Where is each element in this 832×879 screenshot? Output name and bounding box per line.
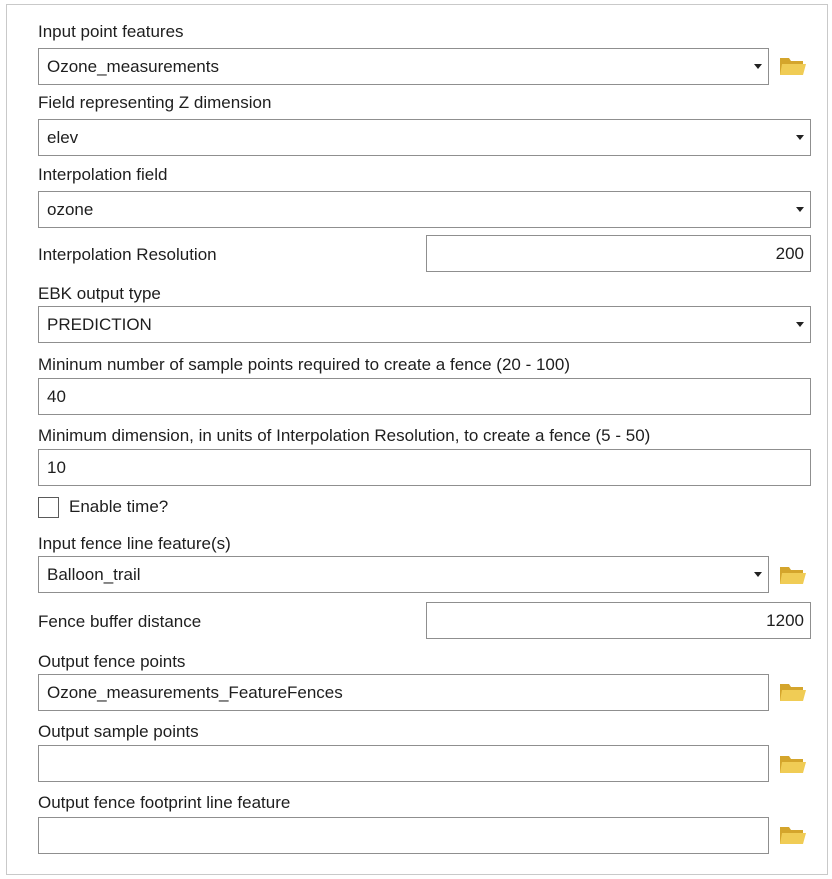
interpolation-resolution-label: Interpolation Resolution xyxy=(38,245,217,264)
ebk-output-type-dropdown[interactable] xyxy=(38,306,811,343)
min-sample-points-input[interactable] xyxy=(38,378,811,415)
input-point-features-dropdown[interactable] xyxy=(38,48,769,85)
output-sample-points-label: Output sample points xyxy=(38,722,199,741)
input-point-features-label: Input point features xyxy=(38,22,184,41)
chevron-down-icon xyxy=(796,322,804,327)
folder-icon[interactable] xyxy=(779,55,807,77)
interpolation-field-dropdown[interactable] xyxy=(38,191,811,228)
input-fence-lines-label: Input fence line feature(s) xyxy=(38,534,231,553)
folder-icon[interactable] xyxy=(779,824,807,846)
min-sample-points-value: 40 xyxy=(47,387,66,406)
input-fence-lines-value: Balloon_trail xyxy=(47,565,141,584)
output-fence-footprint-input[interactable] xyxy=(38,817,769,854)
min-dimension-label: Minimum dimension, in units of Interpolation Resolution, to create a fence (5 - 50) xyxy=(38,426,651,445)
folder-icon[interactable] xyxy=(779,681,807,703)
chevron-down-icon xyxy=(754,64,762,69)
folder-icon[interactable] xyxy=(779,753,807,775)
interpolation-resolution-value: 200 xyxy=(775,244,804,263)
z-field-value: elev xyxy=(47,128,79,147)
z-field-label: Field representing Z dimension xyxy=(38,93,272,112)
min-sample-points-label: Mininum number of sample points required to create a fence (20 - 100) xyxy=(38,355,570,374)
output-fence-points-label: Output fence points xyxy=(38,652,186,671)
chevron-down-icon xyxy=(754,572,762,577)
min-dimension-value: 10 xyxy=(47,458,66,477)
input-point-features-value: Ozone_measurements xyxy=(47,57,219,76)
chevron-down-icon xyxy=(796,207,804,212)
z-field-dropdown[interactable] xyxy=(38,119,811,156)
interpolation-field-value: ozone xyxy=(47,200,94,219)
folder-icon[interactable] xyxy=(779,564,807,586)
interpolation-field-label: Interpolation field xyxy=(38,165,168,184)
output-sample-points-input[interactable] xyxy=(38,745,769,782)
fence-buffer-distance-label: Fence buffer distance xyxy=(38,612,202,631)
ebk-output-type-label: EBK output type xyxy=(38,284,161,303)
fence-buffer-distance-input[interactable] xyxy=(426,602,811,639)
output-fence-points-input[interactable] xyxy=(38,674,769,711)
chevron-down-icon xyxy=(796,135,804,140)
interpolation-resolution-input[interactable] xyxy=(426,235,811,272)
ebk-output-type-value: PREDICTION xyxy=(47,315,152,334)
enable-time-label: Enable time? xyxy=(69,497,169,516)
output-fence-points-value: Ozone_measurements_FeatureFences xyxy=(47,683,343,702)
output-fence-footprint-label: Output fence footprint line feature xyxy=(38,793,291,812)
min-dimension-input[interactable] xyxy=(38,449,811,486)
enable-time-checkbox[interactable] xyxy=(38,497,59,518)
input-fence-lines-dropdown[interactable] xyxy=(38,556,769,593)
fence-buffer-distance-value: 1200 xyxy=(766,611,804,630)
